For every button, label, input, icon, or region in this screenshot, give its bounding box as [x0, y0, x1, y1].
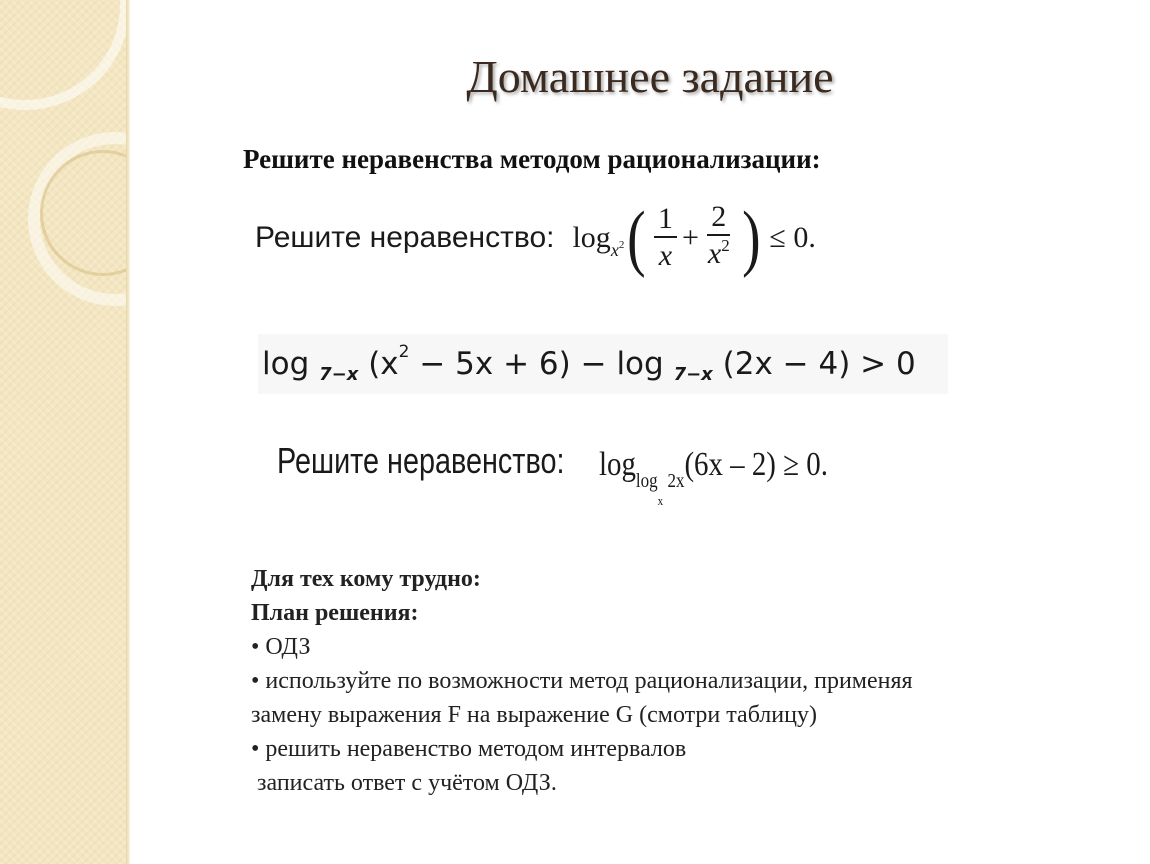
fraction-1-numerator: 1: [654, 202, 677, 238]
left-paren: (: [627, 197, 646, 279]
slide-title: Домашнее задание: [466, 51, 834, 102]
plan-heading: План решения:: [251, 600, 419, 626]
fraction-2-den-var: x: [707, 237, 722, 270]
plan-step-1: • ОДЗ: [251, 634, 311, 660]
fraction-2-den-exponent: 2: [721, 236, 730, 255]
log-symbol: log: [572, 221, 611, 254]
right-paren: ): [741, 197, 761, 279]
argument: (6x – 2) ≥ 0.: [684, 446, 828, 483]
problem-1-expression: [572, 197, 816, 279]
inner-log-argument: 2x: [667, 470, 685, 492]
argument-rest: − 5x + 6) −: [409, 346, 607, 382]
log-base: [611, 240, 625, 261]
inner-log-symbol: log: [635, 470, 658, 492]
log-base-exponent: 2: [618, 238, 625, 251]
fraction-1-den-var: x: [658, 239, 673, 272]
plan-step-2: • используйте по возможности метод рационализации, применяя замену выражения F на выражение G (смотри таблицу): [251, 668, 913, 728]
side-strip-edge: [126, 0, 130, 864]
solution-plan: [251, 562, 971, 800]
problem-1-label: Решите неравенство:: [255, 221, 555, 254]
log-symbol: log: [262, 346, 310, 382]
plus-sign: +: [681, 221, 699, 254]
slide-subtitle: Решите неравенства методом рационализации:: [243, 144, 821, 174]
fraction-2-numerator: 2: [707, 200, 730, 236]
problem-3-expression: [599, 446, 828, 508]
problem-1: [255, 197, 816, 290]
log-base: 7−x: [319, 363, 359, 385]
plan-intro: Для тех кому трудно:: [251, 566, 481, 592]
argument-2: (2x − 4) > 0: [722, 346, 916, 382]
fraction-2: [704, 200, 734, 276]
relation: ≤ 0.: [769, 221, 816, 254]
problem-2: [258, 334, 948, 394]
log-symbol: log: [616, 346, 664, 382]
problem-3-label: Решите неравенство:: [277, 440, 565, 481]
log-base: 7−x: [673, 363, 713, 385]
argument-open: (x: [368, 346, 399, 382]
decorative-circle: [0, 0, 126, 110]
log-base: [635, 470, 685, 508]
decorative-side-strip: [0, 0, 126, 864]
plan-step-3: • решить неравенство методом интервалов: [251, 736, 687, 762]
log-symbol: log: [599, 446, 636, 483]
fraction-1-denominator: [655, 238, 676, 274]
argument-exponent: 2: [398, 342, 410, 362]
inner-log-base: x: [657, 493, 664, 508]
plan-step-4: записать ответ с учётом ОДЗ.: [251, 770, 557, 796]
fraction-1: [654, 202, 677, 274]
fraction-2-denominator: [704, 236, 734, 276]
log-base-var: x: [610, 239, 619, 260]
